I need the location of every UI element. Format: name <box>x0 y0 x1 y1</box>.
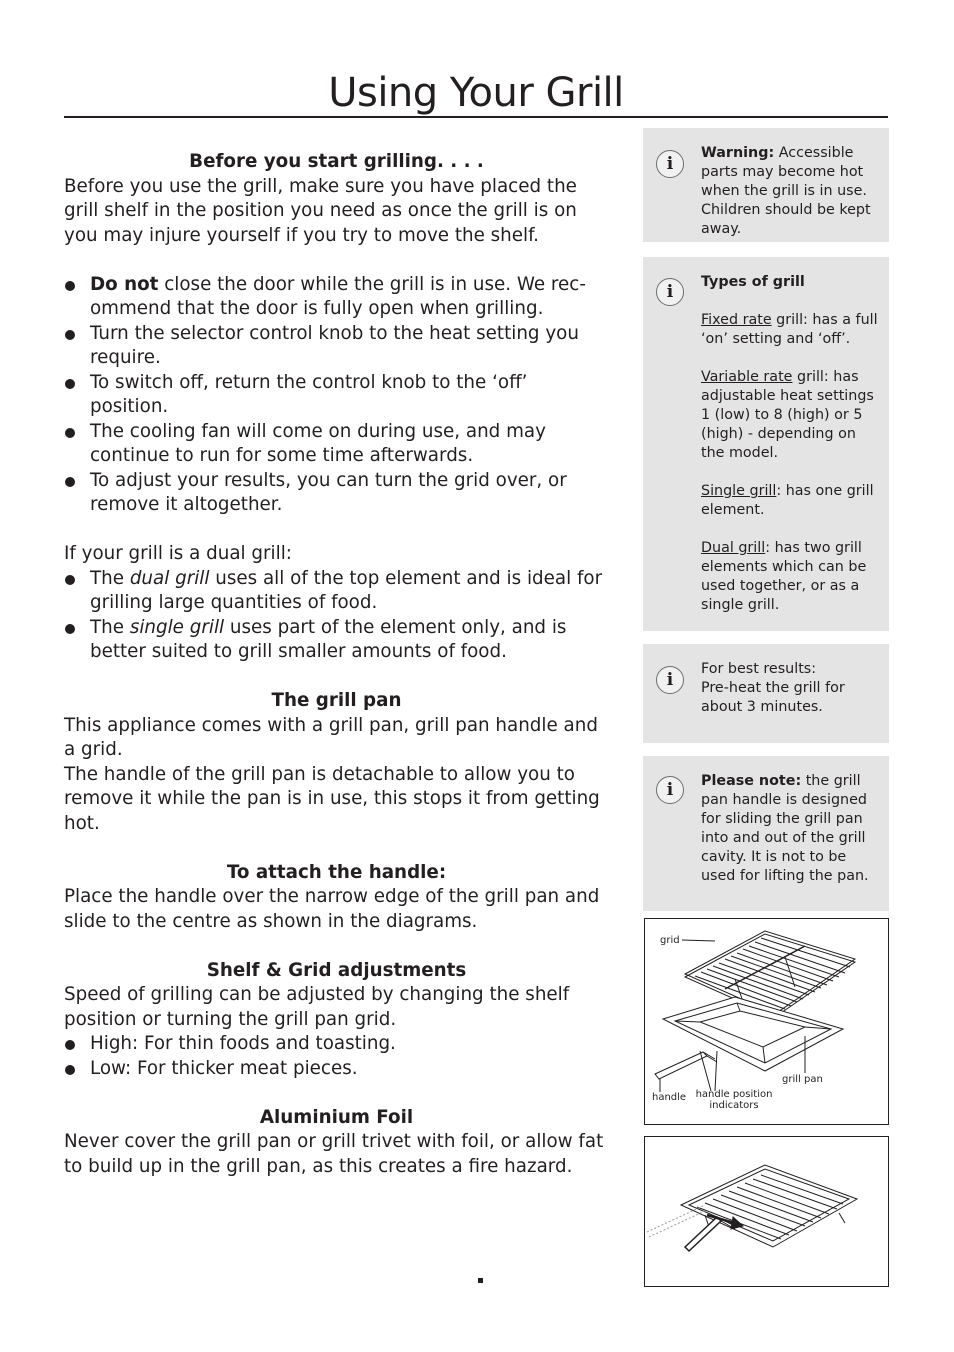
list-item: To adjust your results, you can turn the grid over, or remove it altogether. <box>64 469 609 518</box>
bullet-icon <box>65 575 75 585</box>
main-content <box>64 150 609 1179</box>
pan-heading: The grill pan <box>271 690 402 711</box>
types-heading: Types of grill <box>701 274 805 290</box>
bullet-icon <box>65 624 75 634</box>
list-item: Low: For thicker meat pieces. <box>64 1057 609 1082</box>
usage-bullet-list <box>64 273 609 518</box>
dual-bullet-list <box>64 567 609 665</box>
list-item: Do not close the door while the grill is in use. We rec-ommend that the door is fully open when grilling. <box>64 273 609 322</box>
pan-text-2: The handle of the grill pan is detachable to allow you to remove it while the pan is in use, this stops it from getting hot. <box>64 763 600 834</box>
list-item: High: For thin foods and toasting. <box>64 1032 609 1057</box>
list-item: The dual grill uses all of the top element and is ideal for grilling large quantities of food. <box>64 567 609 616</box>
list-item: Turn the selector control knob to the heat setting you require. <box>64 322 609 371</box>
warning-text: Warning: Accessible parts may become hot when the grill is in use. Children should be kept away. <box>701 145 871 237</box>
warning-box <box>643 128 889 242</box>
shelf-text: Speed of grilling can be adjusted by changing the shelf position or turning the grill pan grid. <box>64 984 570 1030</box>
attach-heading: To attach the handle: <box>226 861 447 883</box>
list-item: The cooling fan will come on during use, and may continue to run for some time afterwards. <box>64 420 609 469</box>
handle-attach-diagram <box>644 1136 889 1287</box>
foil-heading: Aluminium Foil <box>259 1106 414 1128</box>
bullet-icon <box>65 379 75 389</box>
list-item: The single grill uses part of the element only, and is better suited to grill smaller amounts of food. <box>64 616 609 665</box>
single-grill-item: Single grill: has one grill element. <box>701 483 874 518</box>
grill-pan-diagram <box>644 918 889 1125</box>
bullet-icon <box>65 1040 75 1050</box>
grid-label: grid <box>660 935 680 946</box>
bullet-icon <box>65 330 75 340</box>
dual-intro: If your grill is a dual grill: <box>64 543 292 564</box>
info-icon: i <box>656 150 684 178</box>
please-note-box <box>643 756 889 911</box>
attach-text: Place the handle over the narrow edge of the grill pan and slide to the centre as shown in the diagrams. <box>64 886 600 932</box>
list-item: To switch off, return the control knob to the ‘off’ position. <box>64 371 609 420</box>
bullet-icon <box>65 281 75 291</box>
bullet-icon <box>65 428 75 438</box>
before-text: Before you use the grill, make sure you have placed the grill shelf in the position you need as once the grill is on you may injure yourself if you try to move the shelf. <box>64 175 577 246</box>
bullet-icon <box>65 1065 75 1075</box>
info-icon: i <box>656 666 684 694</box>
info-icon: i <box>656 278 684 306</box>
shelf-heading: Shelf & Grid adjustments <box>206 959 467 981</box>
best-results-text: For best results: Pre-heat the grill for about 3 minutes. <box>701 661 845 715</box>
variable-rate-item: Variable rate grill: has adjustable heat settings 1 (low) to 8 (high) or 5 (high) - depending on the model. <box>701 369 874 461</box>
dual-grill-item: Dual grill: has two grill elements which can be used together, or as a single grill. <box>701 540 867 613</box>
fixed-rate-item: Fixed rate grill: has a full ‘on’ setting and ‘off’. <box>701 312 878 347</box>
pan-text-1: This appliance comes with a grill pan, grill pan handle and a grid. <box>64 714 598 760</box>
page-title: Using Your Grill <box>64 66 888 118</box>
shelf-bullet-list <box>64 1032 609 1081</box>
handle-label: handle <box>652 1092 687 1103</box>
best-results-box <box>643 644 889 743</box>
before-heading: Before you start grilling. . . . <box>189 151 484 172</box>
foil-text: Never cover the grill pan or grill trivet with foil, or allow fat to build up in the grill pan, as this creates a fire hazard. <box>64 1131 604 1177</box>
indicators-label: handle position indicators <box>695 1089 773 1111</box>
types-text <box>701 273 879 615</box>
info-icon: i <box>656 776 684 804</box>
grill-pan-label: grill pan <box>782 1074 823 1085</box>
bullet-icon <box>65 477 75 487</box>
page-marker <box>478 1278 483 1283</box>
please-note-text: Please note: the grill pan handle is designed for sliding the grill pan into and out of the grill cavity. It is not to be used for lifting the pan. <box>701 773 869 884</box>
handle-attach-illustration <box>645 1137 888 1286</box>
types-of-grill-box <box>643 257 889 631</box>
